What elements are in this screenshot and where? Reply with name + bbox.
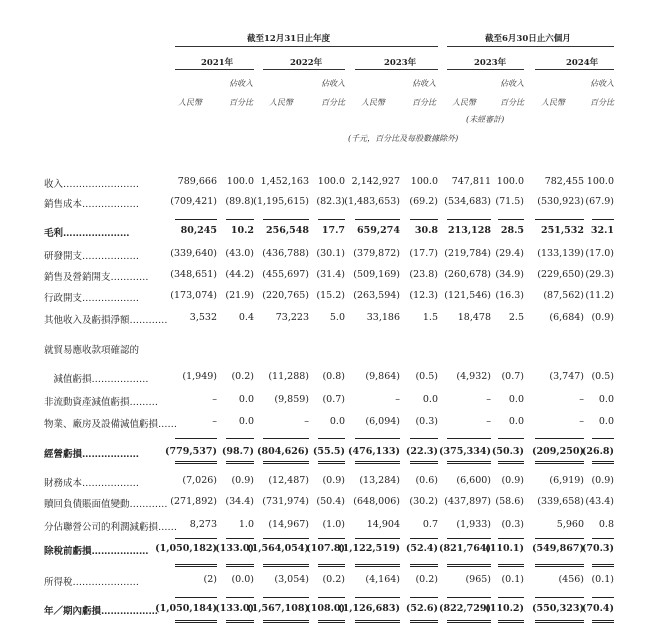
amount-cell: (7,026)	[182, 475, 217, 486]
amount-cell: (379,872)	[353, 248, 400, 259]
percent-cell: (0.7)	[501, 371, 524, 382]
amount-cell: (339,640)	[170, 248, 217, 259]
year-rule-2022	[263, 69, 345, 70]
amount-cell: (1,122,519)	[338, 543, 400, 554]
double-total-rule	[592, 564, 614, 567]
double-total-rule	[535, 564, 584, 567]
amount-cell: (1,933)	[456, 519, 491, 530]
percent-cell: (0.5)	[415, 371, 438, 382]
pct-header-line1: 佔收入	[321, 79, 345, 88]
percent-cell: (89.8)	[225, 196, 254, 207]
percent-cell: (133.0)	[215, 603, 254, 614]
total-rule	[226, 219, 254, 220]
percent-cell: (67.9)	[585, 196, 614, 207]
unaudited-note: (未經審計)	[466, 115, 505, 124]
percent-cell: (0.1)	[501, 574, 524, 585]
amount-cell: (12,487)	[268, 475, 309, 486]
amount-cell: (375,334)	[439, 446, 491, 457]
total-rule	[535, 438, 584, 439]
percent-cell: (0.6)	[415, 475, 438, 486]
total-rule	[355, 438, 400, 439]
amount-cell: (456)	[558, 574, 584, 585]
double-total-rule	[263, 564, 309, 567]
percent-cell: (55.5)	[312, 446, 345, 457]
amount-cell: (821,764)	[439, 543, 491, 554]
amount-cell: 213,128	[448, 225, 491, 236]
percent-cell: 28.5	[500, 225, 524, 236]
pct-header-line2: 百分比	[321, 98, 345, 107]
amount-cell: (4,164)	[365, 574, 400, 585]
percent-cell: (26.8)	[581, 446, 614, 457]
total-rule	[263, 538, 309, 539]
amount-cell: (219,784)	[444, 248, 491, 259]
amount-cell: –	[212, 394, 217, 405]
percent-cell: 100.0	[496, 176, 524, 187]
row-label: 研發開支………………	[44, 251, 140, 262]
percent-cell: (0.8)	[322, 371, 345, 382]
percent-cell: 0.0	[598, 394, 614, 405]
percent-cell: (0.9)	[591, 475, 614, 486]
percent-cell: (0.3)	[415, 416, 438, 427]
percent-cell: (52.6)	[405, 603, 438, 614]
total-rule	[175, 538, 217, 539]
amount-cell: (173,074)	[170, 290, 217, 301]
year-header-2022: 2022年	[290, 58, 323, 68]
amount-cell: (9,859)	[274, 394, 309, 405]
amount-cell: 256,548	[266, 225, 309, 236]
total-rule	[226, 597, 254, 598]
amount-cell: (260,678)	[444, 269, 491, 280]
double-total-rule	[447, 461, 491, 464]
double-total-rule	[355, 564, 400, 567]
double-total-rule	[318, 461, 345, 464]
group-header-h1: 截至6月30日止六個月	[485, 34, 571, 44]
total-rule	[410, 597, 438, 598]
pct-header-line2: 百分比	[412, 98, 436, 107]
total-rule	[318, 538, 345, 539]
total-rule	[226, 438, 254, 439]
percent-cell: (110.2)	[485, 603, 524, 614]
percent-cell: (30.1)	[316, 248, 345, 259]
pct-header-line1: 佔收入	[500, 79, 524, 88]
amount-cell: –	[486, 394, 491, 405]
total-rule	[226, 538, 254, 539]
row-label: 毛利…………………	[44, 228, 130, 239]
percent-cell: (0.1)	[591, 574, 614, 585]
amount-cell: (133,139)	[537, 248, 584, 259]
percent-cell: (0.5)	[591, 371, 614, 382]
percent-cell: 30.8	[414, 225, 438, 236]
amount-cell: (263,594)	[353, 290, 400, 301]
year-rule-2023-h1	[447, 69, 524, 70]
percent-cell: (0.2)	[322, 574, 345, 585]
total-rule	[410, 538, 438, 539]
amount-cell: (1,567,108)	[247, 603, 309, 614]
year-rule-2021	[175, 69, 254, 70]
double-total-rule	[263, 461, 309, 464]
double-total-rule	[226, 620, 254, 623]
row-label: 非流動資產減值虧損………	[44, 397, 159, 408]
amount-cell: (2)	[203, 574, 217, 585]
percent-cell: 1.0	[238, 519, 254, 530]
percent-cell: (15.2)	[316, 290, 345, 301]
total-rule	[447, 538, 491, 539]
percent-cell: (0.7)	[322, 394, 345, 405]
amount-cell: 1,452,163	[260, 176, 309, 187]
amount-cell: (1,949)	[182, 371, 217, 382]
percent-cell: (21.9)	[225, 290, 254, 301]
amount-cell: 73,223	[275, 312, 309, 323]
percent-cell: 0.7	[422, 519, 438, 530]
row-label: 經營虧損………………	[44, 449, 140, 460]
percent-cell: (43.0)	[225, 248, 254, 259]
total-rule	[263, 438, 309, 439]
percent-cell: (29.4)	[495, 248, 524, 259]
total-rule	[355, 538, 400, 539]
group-rule-h1	[447, 46, 614, 47]
year-header-2024-h1: 2024年	[566, 58, 599, 68]
amount-cell: –	[395, 394, 400, 405]
amount-cell: (779,537)	[165, 446, 217, 457]
percent-cell: (16.3)	[495, 290, 524, 301]
row-label: 銷售成本………………	[44, 199, 140, 210]
amount-cell: (648,006)	[353, 496, 400, 507]
percent-cell: 10.2	[230, 225, 254, 236]
amount-cell: (11,288)	[268, 371, 309, 382]
total-rule	[498, 438, 524, 439]
amount-cell: (3,747)	[549, 371, 584, 382]
amount-cell: (437,897)	[444, 496, 491, 507]
amount-cell: (209,250)	[532, 446, 584, 457]
total-rule	[498, 538, 524, 539]
percent-cell: (52.4)	[405, 543, 438, 554]
amount-cell: (1,564,054)	[247, 543, 309, 554]
year-rule-2023	[355, 69, 438, 70]
total-rule	[263, 219, 309, 220]
percent-cell: 1.5	[422, 312, 438, 323]
double-total-rule	[355, 461, 400, 464]
year-header-2021: 2021年	[201, 58, 234, 68]
percent-cell: (0.9)	[591, 312, 614, 323]
double-total-rule	[175, 461, 217, 464]
percent-cell: 0.0	[238, 394, 254, 405]
amount-cell: 33,186	[366, 312, 400, 323]
percent-cell: (98.7)	[221, 446, 254, 457]
total-rule	[263, 597, 309, 598]
percent-cell: (108.0)	[306, 603, 345, 614]
percent-cell: (22.3)	[405, 446, 438, 457]
double-total-rule	[535, 620, 584, 623]
percent-cell: 0.0	[422, 394, 438, 405]
amount-cell: (549,867)	[532, 543, 584, 554]
amount-cell: (1,126,683)	[338, 603, 400, 614]
currency-header: 人民幣	[452, 98, 476, 107]
row-label: 除稅前虧損………………	[44, 546, 149, 557]
double-total-rule	[410, 564, 438, 567]
total-rule	[535, 597, 584, 598]
percent-cell: (0.0)	[231, 574, 254, 585]
amount-cell: 251,532	[541, 225, 584, 236]
group-rule-fy	[175, 46, 438, 47]
amount-cell: (965)	[465, 574, 491, 585]
amount-cell: –	[212, 416, 217, 427]
percent-cell: (30.2)	[409, 496, 438, 507]
total-rule	[592, 438, 614, 439]
percent-cell: 17.7	[321, 225, 345, 236]
percent-cell: (133.0)	[215, 543, 254, 554]
percent-cell: 100.0	[586, 176, 614, 187]
currency-header: 人民幣	[269, 98, 293, 107]
amount-cell: (9,864)	[365, 371, 400, 382]
double-total-rule	[263, 620, 309, 623]
amount-cell: (4,932)	[456, 371, 491, 382]
percent-cell: (29.3)	[585, 269, 614, 280]
total-rule	[318, 219, 345, 220]
total-rule	[592, 538, 614, 539]
amount-cell: (229,650)	[537, 269, 584, 280]
amount-cell: 8,273	[189, 519, 217, 530]
row-label: 銷售及營銷開支…………	[44, 272, 149, 283]
row-label: 所得稅…………………	[44, 577, 140, 588]
double-total-rule	[410, 620, 438, 623]
percent-cell: (0.2)	[415, 574, 438, 585]
percent-cell: 0.0	[508, 394, 524, 405]
row-label: 贖回負債賬面值變動…………	[44, 499, 168, 510]
pct-header-line1: 佔收入	[412, 79, 436, 88]
amount-cell: (436,788)	[262, 248, 309, 259]
percent-cell: 0.8	[598, 519, 614, 530]
total-rule	[447, 438, 491, 439]
percent-cell: (44.2)	[225, 269, 254, 280]
total-rule	[447, 597, 491, 598]
percent-cell: (17.7)	[409, 248, 438, 259]
double-total-rule	[498, 620, 524, 623]
percent-cell: (70.3)	[581, 543, 614, 554]
row-label: 行政開支………………	[44, 293, 140, 304]
pct-header-line1: 佔收入	[229, 79, 253, 88]
pct-header-line2: 百分比	[229, 98, 253, 107]
percent-cell: (12.3)	[409, 290, 438, 301]
percent-cell: (71.5)	[495, 196, 524, 207]
percent-cell: (107.8)	[306, 543, 345, 554]
row-label: 財務成本………………	[44, 478, 140, 489]
total-rule	[498, 597, 524, 598]
double-total-rule	[592, 461, 614, 464]
percent-cell: (50.4)	[316, 496, 345, 507]
total-rule	[535, 219, 584, 220]
percent-cell: 0.0	[508, 416, 524, 427]
double-total-rule	[535, 461, 584, 464]
percent-cell: 0.0	[598, 416, 614, 427]
amount-cell: (6,919)	[549, 475, 584, 486]
percent-cell: (58.6)	[495, 496, 524, 507]
amount-cell: (3,054)	[274, 574, 309, 585]
total-rule	[410, 438, 438, 439]
percent-cell: 2.5	[508, 312, 524, 323]
percent-cell: 32.1	[590, 225, 614, 236]
percent-cell: (110.1)	[485, 543, 524, 554]
row-label: 就貿易應收款項確認的	[44, 345, 140, 356]
amount-cell: 747,811	[451, 176, 491, 187]
amount-cell: (550,323)	[532, 603, 584, 614]
percent-cell: (43.4)	[585, 496, 614, 507]
amount-cell: (1,050,182)	[155, 543, 217, 554]
year-header-2023: 2023年	[384, 58, 417, 68]
percent-cell: (0.9)	[322, 475, 345, 486]
amount-cell: 789,666	[177, 176, 217, 187]
percent-cell: 0.0	[238, 416, 254, 427]
amount-cell: (348,651)	[170, 269, 217, 280]
double-total-rule	[410, 461, 438, 464]
double-total-rule	[318, 620, 345, 623]
double-total-rule	[592, 620, 614, 623]
double-total-rule	[447, 564, 491, 567]
total-rule	[175, 219, 217, 220]
amount-cell: (476,133)	[348, 446, 400, 457]
double-total-rule	[318, 564, 345, 567]
double-total-rule	[226, 461, 254, 464]
percent-cell: 0.0	[329, 416, 345, 427]
row-label: 其他收入及虧損淨額…………	[44, 315, 168, 326]
percent-cell: 100.0	[410, 176, 438, 187]
double-total-rule	[498, 564, 524, 567]
amount-cell: –	[579, 416, 584, 427]
percent-cell: (0.9)	[501, 475, 524, 486]
amount-cell: (339,658)	[537, 496, 584, 507]
year-header-2023-h1: 2023年	[474, 58, 507, 68]
group-header-fy: 截至12月31日止年度	[247, 34, 331, 44]
double-total-rule	[175, 620, 217, 623]
amount-cell: (6,600)	[456, 475, 491, 486]
percent-cell: 5.0	[329, 312, 345, 323]
total-rule	[318, 597, 345, 598]
percent-cell: (31.4)	[316, 269, 345, 280]
row-label: 年／期內虧損………………	[44, 606, 159, 617]
row-label: 收入……………………	[44, 179, 140, 190]
pct-header-line1: 佔收入	[590, 79, 614, 88]
amount-cell: 2,142,927	[351, 176, 400, 187]
amount-cell: (14,967)	[268, 519, 309, 530]
currency-header: 人民幣	[541, 98, 565, 107]
total-rule	[592, 597, 614, 598]
percent-cell: (50.3)	[491, 446, 524, 457]
total-rule	[447, 219, 491, 220]
amount-cell: (13,284)	[359, 475, 400, 486]
amount-cell: –	[486, 416, 491, 427]
amount-cell: (455,697)	[262, 269, 309, 280]
amount-cell: (509,169)	[353, 269, 400, 280]
amount-cell: (87,562)	[543, 290, 584, 301]
amount-cell: (534,683)	[444, 196, 491, 207]
unit-note: (千元，百分比及每股數據除外)	[348, 134, 459, 143]
double-total-rule	[175, 564, 217, 567]
double-total-rule	[447, 620, 491, 623]
amount-cell: 659,274	[357, 225, 400, 236]
amount-cell: (804,626)	[257, 446, 309, 457]
amount-cell: (271,892)	[170, 496, 217, 507]
percent-cell: (70.4)	[581, 603, 614, 614]
total-rule	[592, 219, 614, 220]
amount-cell: (1,483,653)	[344, 196, 400, 207]
percent-cell: (0.2)	[231, 371, 254, 382]
percent-cell: (34.4)	[225, 496, 254, 507]
currency-header: 人民幣	[361, 98, 385, 107]
year-rule-2024-h1	[535, 69, 614, 70]
percent-cell: 100.0	[226, 176, 254, 187]
double-total-rule	[498, 461, 524, 464]
total-rule	[355, 219, 400, 220]
percent-cell: (17.0)	[585, 248, 614, 259]
amount-cell: 3,532	[189, 312, 217, 323]
row-label: 物業、廠房及設備減值虧損……	[44, 419, 178, 430]
pct-header-line2: 百分比	[590, 98, 614, 107]
total-rule	[410, 219, 438, 220]
percent-cell: (0.9)	[231, 475, 254, 486]
double-total-rule	[355, 620, 400, 623]
amount-cell: (530,923)	[537, 196, 584, 207]
row-label: 減值虧損………………	[44, 374, 149, 385]
amount-cell: 80,245	[180, 225, 217, 236]
amount-cell: (6,684)	[549, 312, 584, 323]
amount-cell: 782,455	[544, 176, 584, 187]
percent-cell: 100.0	[317, 176, 345, 187]
double-total-rule	[226, 564, 254, 567]
percent-cell: (69.2)	[409, 196, 438, 207]
amount-cell: (220,765)	[262, 290, 309, 301]
amount-cell: –	[579, 394, 584, 405]
amount-cell: (1,050,184)	[155, 603, 217, 614]
amount-cell: 14,904	[366, 519, 400, 530]
amount-cell: (6,094)	[365, 416, 400, 427]
total-rule	[318, 438, 345, 439]
total-rule	[175, 597, 217, 598]
row-label: 分佔聯營公司的利潤減虧損……	[44, 522, 178, 533]
percent-cell: 0.4	[238, 312, 254, 323]
percent-cell: (11.2)	[585, 290, 614, 301]
percent-cell: (82.3)	[316, 196, 345, 207]
amount-cell: –	[304, 416, 309, 427]
amount-cell: (822,729)	[439, 603, 491, 614]
amount-cell: (121,546)	[444, 290, 491, 301]
total-rule	[355, 597, 400, 598]
currency-header: 人民幣	[178, 98, 202, 107]
total-rule	[175, 438, 217, 439]
amount-cell: (731,974)	[262, 496, 309, 507]
percent-cell: (34.9)	[495, 269, 524, 280]
percent-cell: (0.3)	[501, 519, 524, 530]
amount-cell: (709,421)	[170, 196, 217, 207]
pct-header-line2: 百分比	[500, 98, 524, 107]
percent-cell: (1.0)	[322, 519, 345, 530]
amount-cell: (1,195,615)	[253, 196, 309, 207]
amount-cell: 5,960	[556, 519, 584, 530]
total-rule	[498, 219, 524, 220]
percent-cell: (23.8)	[409, 269, 438, 280]
amount-cell: 18,478	[457, 312, 491, 323]
total-rule	[535, 538, 584, 539]
